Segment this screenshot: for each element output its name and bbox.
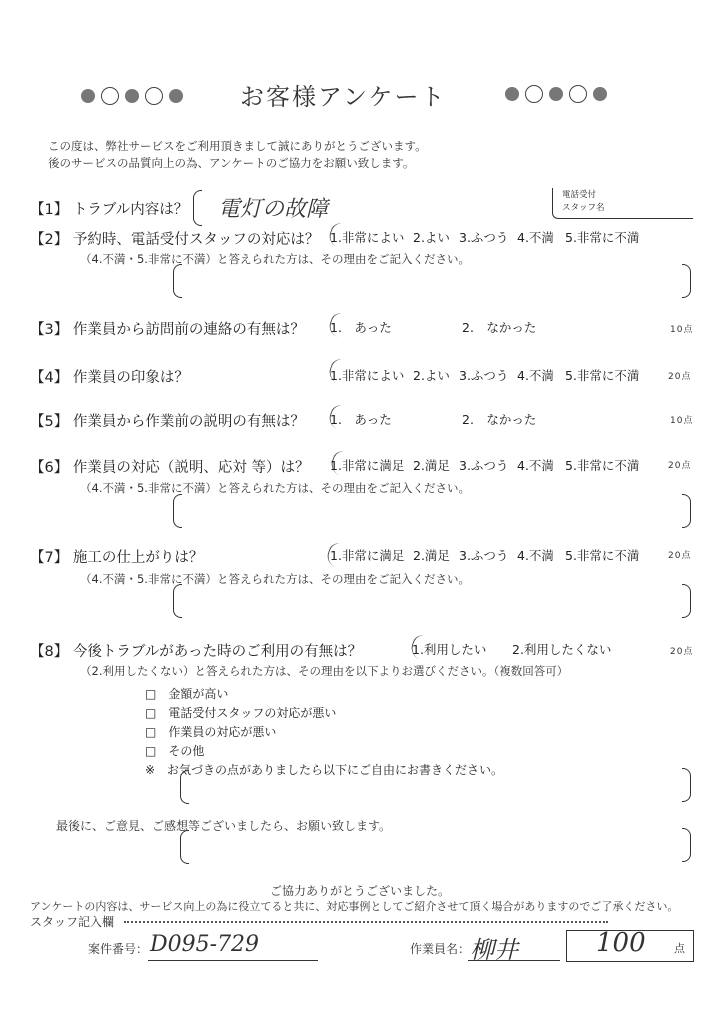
- case-number-underline: [148, 960, 318, 961]
- q7-option-3: 3.ふつう: [459, 548, 509, 563]
- filled-circle-icon: [81, 89, 95, 103]
- q7-option-5: 5.非常に不満: [565, 548, 640, 563]
- q7-note: （4.不満・5.非常に不満）と答えられた方は、その理由をご記入ください。: [80, 572, 470, 586]
- q8-points: 20点: [670, 647, 694, 657]
- worker-name-underline: [468, 960, 560, 961]
- filled-circle-icon: [549, 87, 563, 101]
- q2-label: 【2】 予約時、電話受付スタッフの対応は？: [30, 232, 320, 248]
- q2-option-3: 3.ふつう: [459, 230, 509, 245]
- final-bracket-left: [180, 830, 189, 864]
- q8-check-4[interactable]: □ その他: [145, 744, 205, 758]
- q2-option-4: 4.不満: [517, 230, 554, 245]
- disclaimer-text: アンケートの内容は、サービス向上の為に役立てると共に、対応事例としてご紹介させて頂く場合がありますのでご了承ください。: [30, 900, 679, 913]
- q6-bracket-right: [682, 494, 691, 528]
- q5-option-2: 2. なかった: [462, 412, 537, 427]
- q3-points: 10点: [670, 325, 694, 335]
- q8-option-1: 1.利用したい: [412, 642, 487, 657]
- intro-line-1: この度は、弊社サービスをご利用頂きまして誠にありがとうございます。: [48, 139, 427, 153]
- q8-check-3[interactable]: □ 作業員の対応が悪い: [145, 725, 277, 739]
- q6-option-1: 1.非常に満足: [330, 458, 405, 473]
- q6-label: 【6】 作業員の対応（説明、応対 等）は？: [30, 460, 310, 476]
- q8-free-note: ※ お気づきの点がありましたら以下にご自由にお書きください。: [145, 763, 504, 777]
- q7-bracket-right: [682, 584, 691, 618]
- q2-option-1: 1.非常によい: [330, 230, 405, 245]
- final-bracket-right: [682, 828, 691, 862]
- worker-name-value: 柳井: [470, 936, 518, 964]
- q8-check-2[interactable]: □ 電話受付スタッフの対応が悪い: [145, 706, 337, 720]
- q5-label: 【5】 作業員から作業前の説明の有無は？: [30, 414, 305, 430]
- filled-circle-icon: [505, 87, 519, 101]
- q8-note: （2.利用したくない）と答えられた方は、その理由を以下よりお選びください。（複数回答可）: [80, 664, 569, 678]
- header-dots-right: [502, 83, 610, 103]
- q1-answer: 電灯の故障: [218, 197, 329, 222]
- q6-option-3: 3.ふつう: [459, 458, 509, 473]
- q7-points: 20点: [668, 551, 692, 561]
- staff-section-label: スタッフ記入欄: [30, 915, 115, 929]
- q4-option-5: 5.非常に不満: [565, 368, 640, 383]
- staff-box-label-2: スタッフ名: [562, 203, 605, 213]
- q3-label: 【3】 作業員から訪問前の連絡の有無は？: [30, 322, 305, 338]
- q4-option-3: 3.ふつう: [459, 368, 509, 383]
- q4-option-2: 2.よい: [413, 368, 450, 383]
- q6-bracket-left: [173, 494, 182, 528]
- q7-label: 【7】 施工の仕上がりは？: [30, 550, 204, 566]
- q7-bracket-left: [173, 584, 182, 618]
- q5-points: 10点: [670, 416, 694, 426]
- open-circle-icon: [145, 87, 163, 105]
- q3-option-2: 2. なかった: [462, 320, 537, 335]
- q3-option-1: 1. あった: [330, 320, 392, 335]
- filled-circle-icon: [125, 89, 139, 103]
- case-number-value: D095-729: [150, 932, 260, 957]
- q2-note: （4.不満・5.非常に不満）と答えられた方は、その理由をご記入ください。: [80, 252, 470, 266]
- q4-label: 【4】 作業員の印象は？: [30, 370, 189, 386]
- q1-bracket-left: [193, 190, 202, 226]
- q6-option-2: 2.満足: [413, 458, 450, 473]
- q1-label: 【1】 トラブル内容は？: [30, 202, 189, 218]
- q7-option-4: 4.不満: [517, 548, 554, 563]
- q2-option-5: 5.非常に不満: [565, 230, 640, 245]
- intro-line-2: 後のサービスの品質向上の為、アンケートのご協力をお願い致します。: [48, 156, 415, 170]
- q4-points: 20点: [668, 372, 692, 382]
- q7-option-2: 2.満足: [413, 548, 450, 563]
- q6-option-4: 4.不満: [517, 458, 554, 473]
- q7-option-1: 1.非常に満足: [330, 548, 405, 563]
- final-label: 最後に、ご意見、ご感想等ございましたら、お願い致します。: [56, 819, 392, 833]
- header-dots-left: [78, 85, 186, 105]
- open-circle-icon: [569, 85, 587, 103]
- q4-option-4: 4.不満: [517, 368, 554, 383]
- q8-bracket-right: [682, 768, 691, 802]
- score-unit: 点: [674, 942, 685, 955]
- q2-bracket-left: [173, 264, 182, 298]
- q5-option-1: 1. あった: [330, 412, 392, 427]
- q6-option-5: 5.非常に不満: [565, 458, 640, 473]
- open-circle-icon: [525, 85, 543, 103]
- q2-bracket-right: [682, 264, 691, 298]
- filled-circle-icon: [169, 89, 183, 103]
- q8-option-2: 2.利用したくない: [512, 642, 612, 657]
- score-value: 100: [596, 928, 646, 958]
- q8-label: 【8】 今後トラブルがあった時のご利用の有無は？: [30, 644, 363, 660]
- thanks-text: ご協力ありがとうございました。: [270, 884, 451, 898]
- page-title: お客様アンケート: [240, 83, 447, 111]
- worker-name-label: 作業員名：: [410, 942, 471, 956]
- q8-check-1[interactable]: □ 金額が高い: [145, 687, 229, 701]
- staff-section-dotted-line: [124, 921, 608, 923]
- staff-box-label-1: 電話受付: [562, 190, 597, 200]
- q8-bracket-left: [180, 770, 189, 804]
- case-number-label: 案件番号：: [88, 942, 149, 956]
- open-circle-icon: [101, 87, 119, 105]
- filled-circle-icon: [593, 87, 607, 101]
- q2-option-2: 2.よい: [413, 230, 450, 245]
- q4-option-1: 1.非常によい: [330, 368, 405, 383]
- q6-note: （4.不満・5.非常に不満）と答えられた方は、その理由をご記入ください。: [80, 481, 470, 495]
- q6-points: 20点: [668, 461, 692, 471]
